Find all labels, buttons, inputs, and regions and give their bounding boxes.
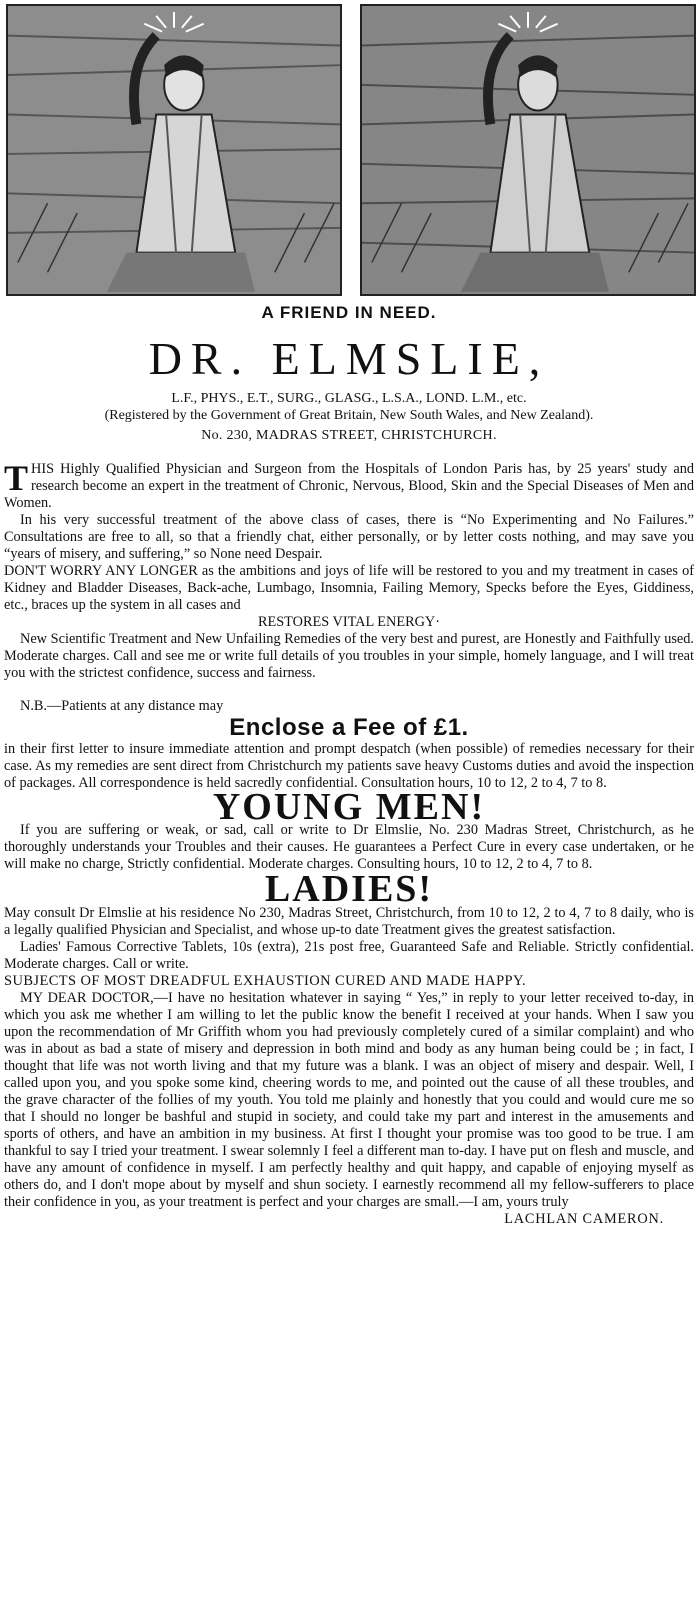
fee-headline: Enclose a Fee of £1. <box>229 714 469 741</box>
restores-heading: RESTORES VITAL ENERGY· <box>257 614 441 630</box>
young-men-text: If you are suffering or weak, or sad, call or write to Dr Elmslie, No. 230 Madras Street, Christchurch, as he thoroughly understands your Troubles and their causes. He guarantees a Perfect Cure in every case undertaken, or he will make no charge, Strictly confidential. Moderate charges. Consulting hours, 10 to 12, 2 to 4, 7 to 8. <box>4 822 694 872</box>
young-men-section <box>4 786 694 873</box>
ladies-headline: LADIES! <box>264 868 434 910</box>
testimonial-letter: MY DEAR DOCTOR,—I have no hesitation whatever in saying “ Yes,” in reply to your letter received to-day, in which you ask me whether I am willing to let the public know the benefit I received at your hands. When I saw you upon the recommendation of Mr Griffith whom you had previously completely cured of a similar complaint) and who was in about as bad a state of misery and depression in both mind and body as any human being could be ; in fact, I thought that life was not worth living and that my future was a blank. I was an object of misery and despair. Well, I called upon you, and you spoke some kind, cheering words to me, and pointed out the cause of all these troubles, and the grave character of the follies of my youth. You told me plainly and honestly that you could and would cure me so that I should no longer be bashful and stupid in society, and could take my part and interest in the amusements and sports of others, and have an ambition in my business. At first I thought your promise was too good to be true. I am thankful to say I tried your treatment. I swear solemnly I feel a different man to-day. I have put on flesh and muscle, and have any amount of confidence in myself. I am perfectly healthy and quit happy, and capable of enjoying myself as others do, and I don't mope about by myself and shun society. I earnestly recommend all my fellow-sufferers to place their confidence in you, as your treatment is perfect and your charges are small.—I am, yours truly <box>4 990 694 1210</box>
testimonial-subhead: SUBJECTS OF MOST DREADFUL EXHAUSTION CURED AND MADE HAPPY. <box>4 973 527 989</box>
fee-nb: N.B.—Patients at any distance may <box>20 698 224 714</box>
registration-note: (Registered by the Government of Great Britain, New South Wales, and New Zealand). <box>104 408 594 423</box>
intro-text: HIS Highly Qualified Physician and Surgeon from the Hospitals of London Paris has, by 25 years' study and research become an expert in the treatment of Chronic, Nervous, Blood, Skin and the Special Diseases of Men and Women. <box>4 461 694 511</box>
doctor-name: DR. ELMSLIE, <box>148 333 550 384</box>
testimonial-section <box>4 973 694 1228</box>
qualifications: L.F., PHYS., E.T., SURG., GLASG., L.S.A., LOND. L.M., etc. <box>171 391 527 406</box>
testimonial-signature: LACHLAN CAMERON. <box>504 1211 664 1227</box>
tagline: A FRIEND IN NEED. <box>261 303 437 322</box>
intro-paragraph-3: DON'T WORRY ANY LONGER as the ambitions and joys of life will be restored to you and my treatment in cases of Kidney and Bladder Diseases, Back-ache, Lumbago, Insomnia, Failing Memory, Specks before the Eyes, Giddiness, etc., braces up the system in all cases and <box>4 563 694 613</box>
young-men-headline: YOUNG MEN! <box>212 786 486 828</box>
woodcut-illustration-left <box>6 4 342 296</box>
ladies-text: May consult Dr Elmslie at his residence No 230, Madras Street, Christchurch, from 10 to 12, 2 to 4, 7 to 8 daily, who is a legally qualified Physician and Specialist, and whose up-to date Treatment gives the greatest satisfaction. <box>4 905 694 938</box>
intro-paragraph-4: New Scientific Treatment and New Unfailing Remedies of the very best and purest, are Honestly and Faithfully used. Moderate charges. Call and see me or write full details of you troubles in your simple, homely language, and I will treat you with the strictest confidence, success and fairness. <box>4 631 694 681</box>
intro-section <box>4 458 694 682</box>
drop-cap: T <box>4 458 29 498</box>
fee-section <box>4 698 694 792</box>
advert-body <box>4 458 694 1228</box>
ladies-section <box>4 868 694 973</box>
fee-text: in their first letter to insure immediate attention and prompt despatch (when possible) of remedies necessary for their case. As my remedies are sent direct from Christchurch my patients save heavy Customs duties and avoid the inspection of packages. All correspondence is held sacredly confidential. Consultation hours, 10 to 12, 2 to 4, 7 to 8. <box>4 741 694 791</box>
signoff-row <box>4 1211 694 1228</box>
ladies-tablets-text: Ladies' Famous Corrective Tablets, 10s (extra), 21s post free, Guaranteed Safe and Reliable. Strictly confidential. Moderate charges. Call or write. <box>4 939 694 972</box>
illustration-row <box>4 0 694 300</box>
intro-paragraph <box>4 458 694 512</box>
intro-paragraph-2: In his very successful treatment of the above class of cases, there is “No Experimenting and No Failures.” Consultations are free to all, so that a friendly chat, either personally, or by letter costs nothing, and may save you “years of misery, and suffering,” so None need Despair. <box>4 512 694 562</box>
street-address: No. 230, MADRAS STREET, CHRISTCHURCH. <box>201 428 497 443</box>
woodcut-illustration-right <box>360 4 696 296</box>
